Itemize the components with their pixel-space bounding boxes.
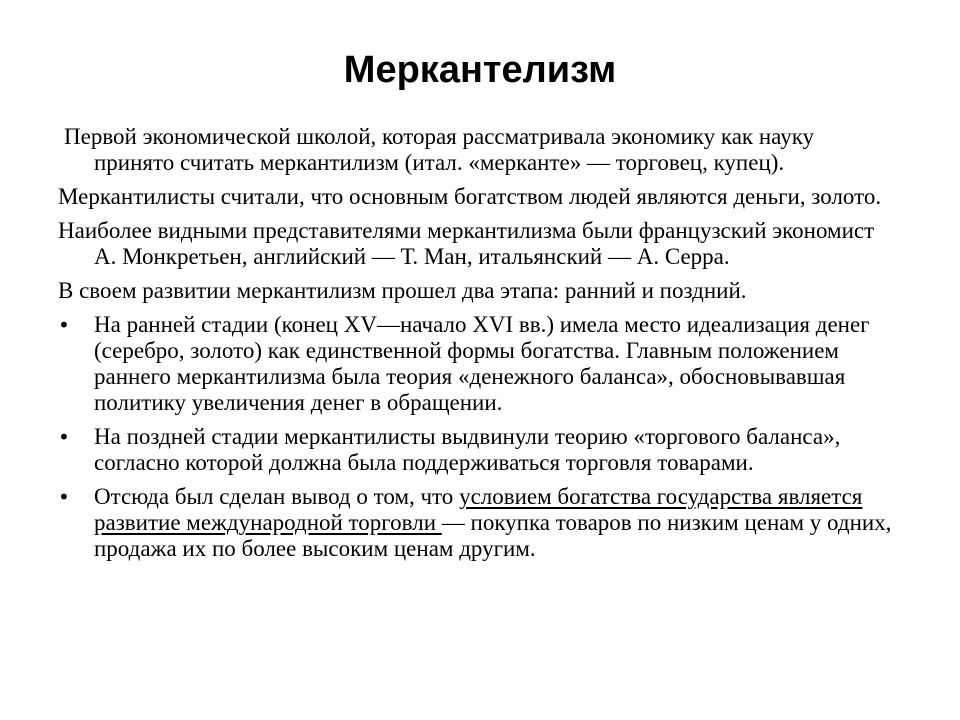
bullet-conclusion-text (94, 484, 891, 561)
paragraph-first-school: Первой экономической школой, которая рассматривала экономику как науку принято считать меркантилизм (итал. «мерканте» — торговец, купец). (64, 124, 815, 175)
bullet-dot-icon: • (58, 485, 70, 509)
paragraph-two-stages: В своем развитии меркантилизм прошел два этапа: ранний и поздний. (58, 278, 747, 303)
slide-body (58, 124, 898, 570)
slide-title: Меркантелизм (343, 49, 617, 91)
bullet-conclusion (58, 484, 898, 562)
bullet-dot-icon: • (58, 425, 70, 449)
bullet-late-stage (58, 424, 898, 476)
bullet-late-stage-text: На поздней стадии меркантилисты выдвинули теорию «торгового баланса», согласно которой должна была поддерживаться торговля товарами. (94, 424, 841, 475)
bullet-early-stage-text: На ранней стадии (конец XV—начало XVI вв.) имела место идеализация денег (серебро, золото) как единственной формы богатства. Главным положением раннего меркантилизма была теория «денежного баланса», обосновывавшая политику увеличения денег в обращении. (94, 312, 870, 415)
bullet-early-stage (58, 312, 898, 416)
paragraph-representatives: Наиболее видными представителями меркантилизма были французский экономист А. Монкретьен, английский — Т. Ман, итальянский — А. Серра. (58, 218, 875, 269)
bullet-dot-icon: • (58, 313, 70, 337)
conclusion-underlined-text: условием богатства государства является развитие международной торговли (94, 484, 863, 535)
conclusion-text-before: Отсюда был сделан вывод о том, что (94, 484, 460, 509)
paragraph-mercantilists-wealth: Меркантилисты считали, что основным богатством людей являются деньги, золото. (58, 184, 882, 209)
conclusion-text-after: — покупка товаров по низким ценам у одних, продажа их по более высоким ценам другим. (94, 510, 892, 561)
